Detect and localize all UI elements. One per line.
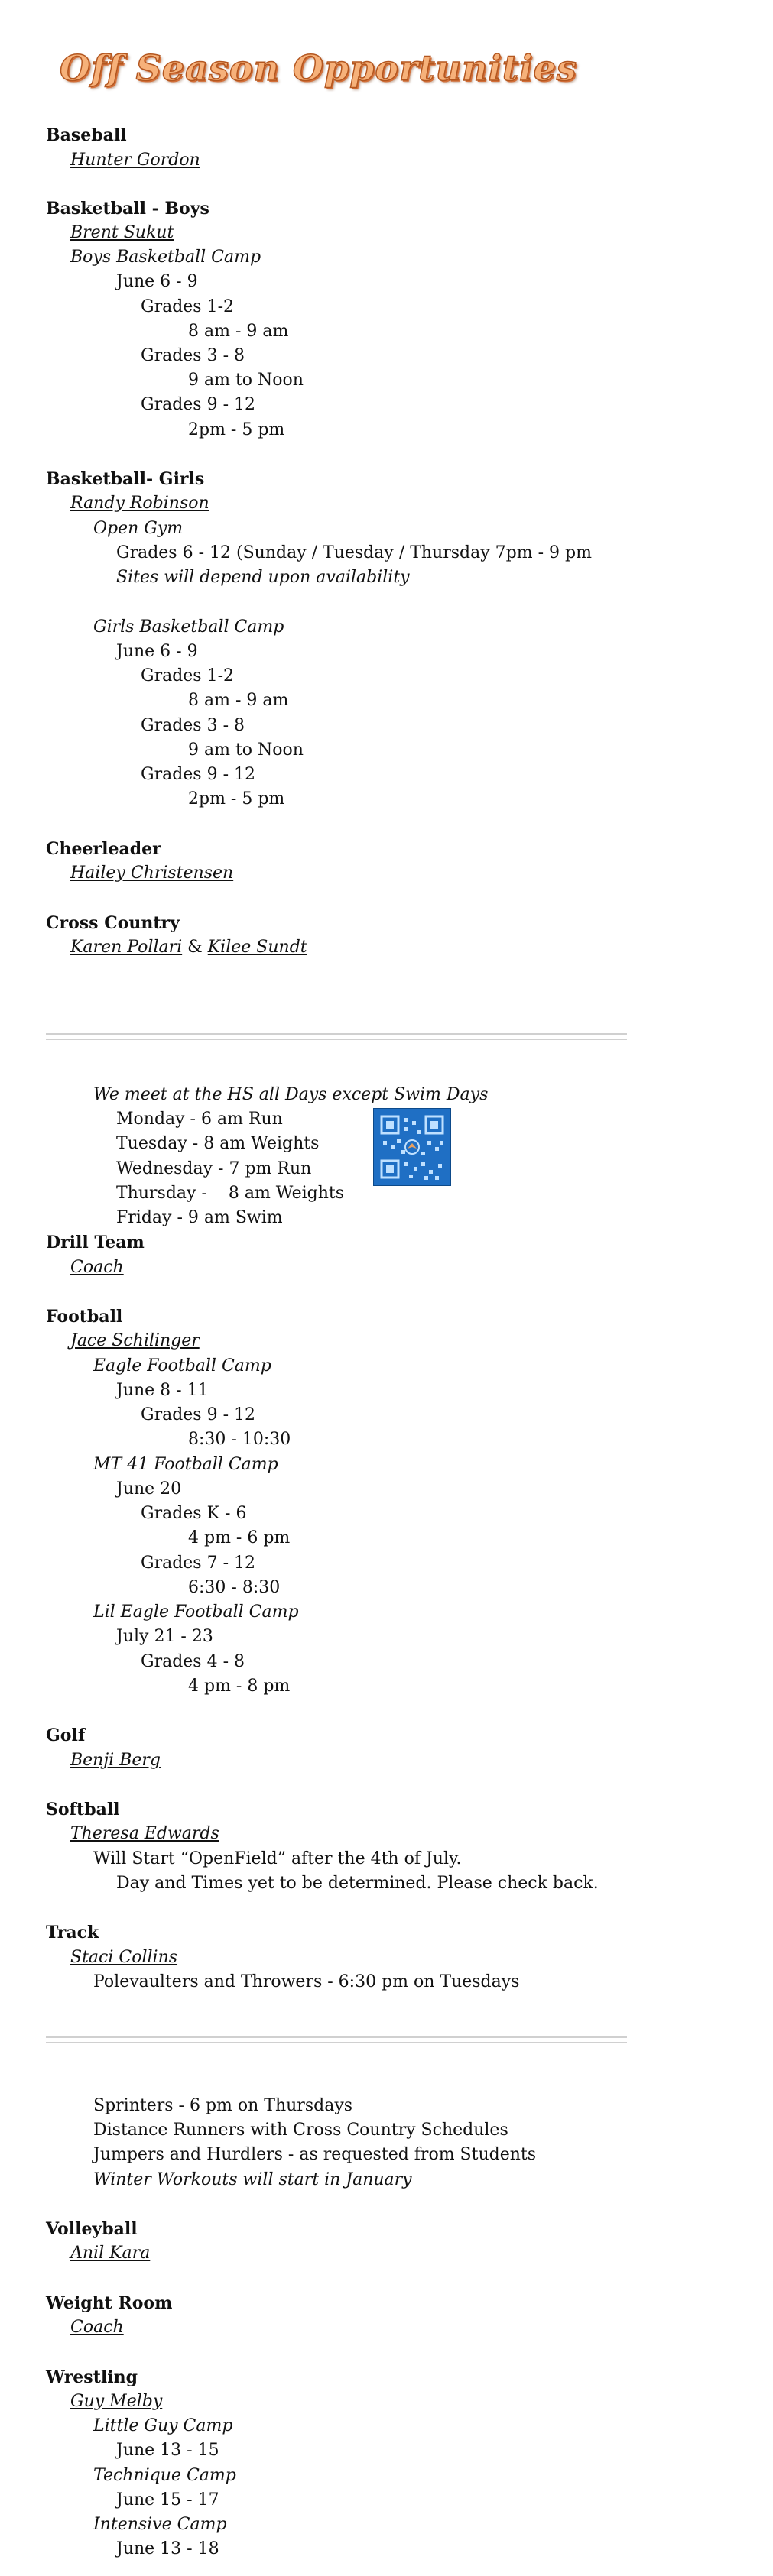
track-coach-link[interactable]: Staci Collins — [70, 1948, 178, 1967]
girls-camp-dates: June 6 - 9 — [116, 642, 198, 661]
basketball-girls-coach-link[interactable]: Randy Robinson — [70, 494, 209, 513]
football-camp-1-grades: Grades 9 - 12 — [141, 1405, 256, 1424]
football-camp-3-grades: Grades 4 - 8 — [141, 1652, 245, 1671]
girls-grade-2: Grades 3 - 8 — [141, 716, 245, 735]
section-divider-2 — [46, 2036, 627, 2043]
drill-team-coach-link[interactable]: Coach — [70, 1258, 124, 1277]
weight-room-coach-link[interactable]: Coach — [70, 2318, 124, 2337]
wrestling-heading: Wrestling — [46, 2367, 138, 2387]
cross-country-coach1-link[interactable]: Karen Pollari — [70, 938, 183, 957]
football-camp-2: MT 41 Football Camp — [93, 1455, 278, 1474]
football-camp-2-grades-1: Grades K - 6 — [141, 1504, 247, 1523]
page-title: Off Season Opportunities — [60, 47, 577, 89]
track-line-5: Winter Workouts will start in January — [93, 2170, 412, 2189]
football-camp-3-time: 4 pm - 8 pm — [188, 1677, 291, 1696]
girls-open-gym-schedule: Grades 6 - 12 (Sunday / Tuesday / Thursday 7pm - 9 pm — [116, 543, 592, 562]
softball-line-1: Will Start “OpenField” after the 4th of July. — [93, 1849, 462, 1868]
weight-room-heading: Weight Room — [46, 2293, 173, 2313]
boys-camp-dates: June 6 - 9 — [116, 272, 198, 291]
wrestling-camp-3: Intensive Camp — [93, 2515, 227, 2534]
girls-open-gym: Open Gym — [93, 519, 184, 538]
cc-day-thursday: Thursday - 8 am Weights — [116, 1184, 345, 1203]
basketball-boys-heading: Basketball - Boys — [46, 199, 209, 219]
football-camp-2-time-2: 6:30 - 8:30 — [188, 1578, 281, 1597]
softball-coach-link[interactable]: Theresa Edwards — [70, 1824, 219, 1843]
basketball-boys-coach-link[interactable]: Brent Sukut — [70, 223, 174, 242]
baseball-coach-link[interactable]: Hunter Gordon — [70, 151, 200, 170]
drill-team-heading: Drill Team — [46, 1233, 145, 1252]
boys-time-1: 8 am - 9 am — [188, 322, 289, 341]
track-line-2: Sprinters - 6 pm on Thursdays — [93, 2096, 353, 2115]
basketball-girls-heading: Basketball- Girls — [46, 469, 205, 489]
football-camp-3: Lil Eagle Football Camp — [93, 1602, 299, 1622]
golf-heading: Golf — [46, 1725, 86, 1745]
boys-grade-2: Grades 3 - 8 — [141, 346, 245, 365]
football-heading: Football — [46, 1307, 123, 1327]
wrestling-coach-link[interactable]: Guy Melby — [70, 2392, 163, 2411]
boys-grade-3: Grades 9 - 12 — [141, 395, 256, 414]
girls-camp-name: Girls Basketball Camp — [93, 617, 284, 637]
boys-grade-1: Grades 1-2 — [141, 297, 235, 316]
track-line-1: Polevaulters and Throwers - 6:30 pm on Tuesdays — [93, 1972, 520, 1991]
wrestling-camp-2: Technique Camp — [93, 2466, 236, 2485]
golf-coach-link[interactable]: Benji Berg — [70, 1751, 161, 1770]
section-divider — [46, 1033, 627, 1040]
football-camp-1-time: 8:30 - 10:30 — [188, 1430, 291, 1449]
softball-line-2: Day and Times yet to be determined. Please check back. — [116, 1874, 599, 1893]
coach-separator: & — [187, 938, 203, 957]
boys-time-3: 2pm - 5 pm — [188, 420, 285, 439]
track-heading: Track — [46, 1923, 99, 1943]
football-camp-1: Eagle Football Camp — [93, 1356, 271, 1375]
girls-sites-note: Sites will depend upon availability — [116, 568, 410, 587]
girls-time-1: 8 am - 9 am — [188, 691, 289, 710]
girls-grade-3: Grades 9 - 12 — [141, 765, 256, 784]
cc-day-tuesday: Tuesday - 8 am Weights — [116, 1134, 320, 1153]
track-line-4: Jumpers and Hurdlers - as requested from Students — [93, 2145, 537, 2164]
wrestling-camp-3-dates: June 13 - 18 — [116, 2539, 219, 2558]
track-line-3: Distance Runners with Cross Country Schedules — [93, 2121, 508, 2140]
girls-time-2: 9 am to Noon — [188, 740, 304, 760]
cc-day-wednesday: Wednesday - 7 pm Run — [116, 1159, 312, 1178]
cheerleader-heading: Cheerleader — [46, 839, 161, 859]
volleyball-heading: Volleyball — [46, 2219, 138, 2239]
baseball-heading: Baseball — [46, 125, 127, 145]
football-camp-2-grades-2: Grades 7 - 12 — [141, 1554, 256, 1573]
softball-heading: Softball — [46, 1800, 120, 1819]
qr-code-graphic — [374, 1109, 450, 1185]
wrestling-camp-1: Little Guy Camp — [93, 2416, 233, 2435]
volleyball-coach-link[interactable]: Anil Kara — [70, 2244, 151, 2263]
football-camp-1-dates: June 8 - 11 — [116, 1381, 209, 1400]
cross-country-coach2-link[interactable]: Kilee Sundt — [207, 938, 307, 957]
cross-country-heading: Cross Country — [46, 913, 180, 933]
cross-country-intro: We meet at the HS all Days except Swim Days — [93, 1085, 489, 1104]
cross-country-coaches — [70, 936, 307, 959]
football-camp-3-dates: July 21 - 23 — [116, 1627, 213, 1646]
cc-day-friday: Friday - 9 am Swim — [116, 1208, 283, 1227]
cheerleader-coach-link[interactable]: Hailey Christensen — [70, 864, 234, 883]
wrestling-camp-2-dates: June 15 - 17 — [116, 2490, 219, 2510]
girls-time-3: 2pm - 5 pm — [188, 789, 285, 808]
cc-day-monday: Monday - 6 am Run — [116, 1110, 283, 1129]
football-coach-link[interactable]: Jace Schilinger — [70, 1331, 200, 1350]
wrestling-camp-1-dates: June 13 - 15 — [116, 2441, 219, 2460]
qr-code-icon — [373, 1108, 451, 1186]
boys-camp-name: Boys Basketball Camp — [70, 248, 261, 267]
football-camp-2-time-1: 4 pm - 6 pm — [188, 1528, 291, 1547]
girls-grade-1: Grades 1-2 — [141, 666, 235, 685]
boys-time-2: 9 am to Noon — [188, 371, 304, 390]
football-camp-2-dates: June 20 — [116, 1479, 182, 1499]
